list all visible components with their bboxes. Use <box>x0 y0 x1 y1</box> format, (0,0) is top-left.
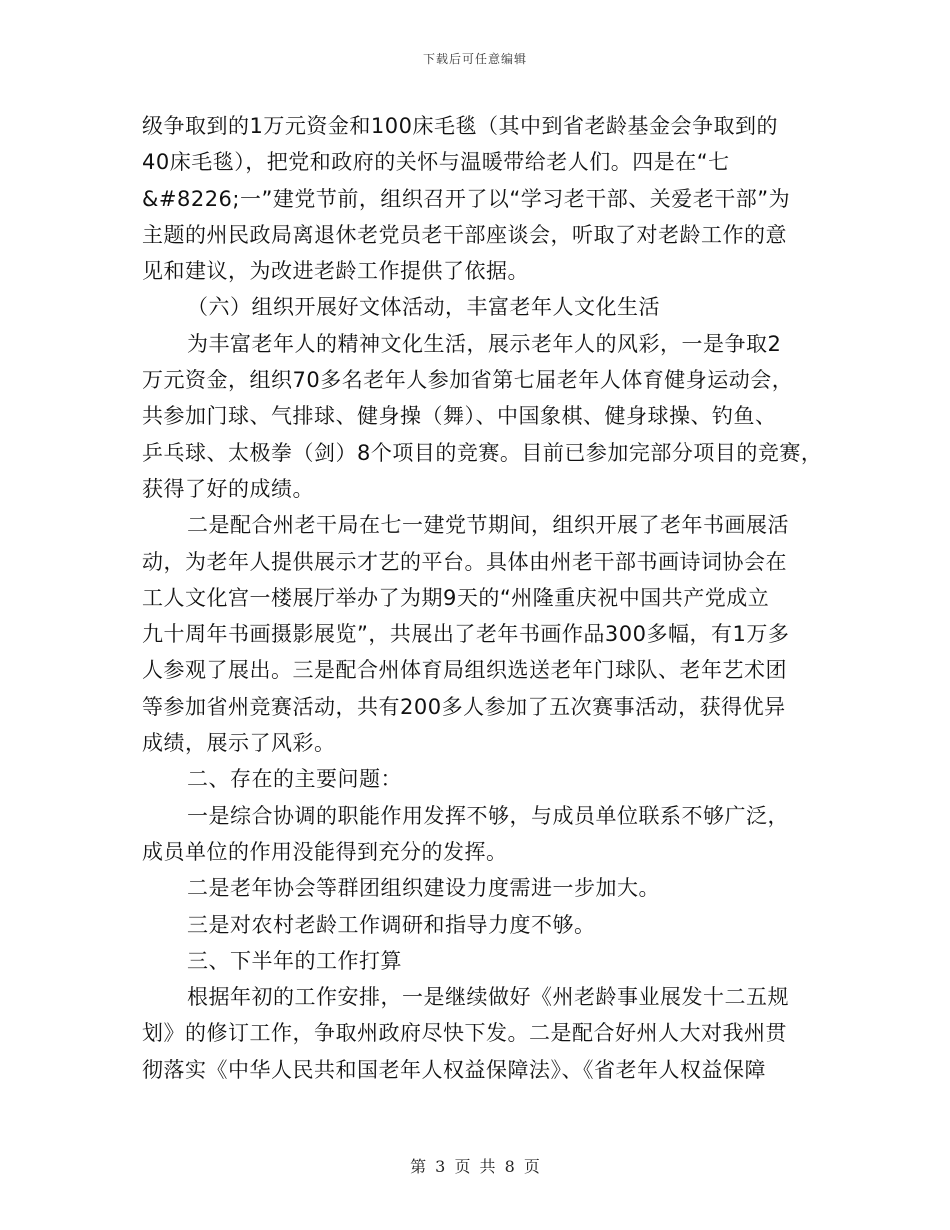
text-line: 40床毛毯），把党和政府的关怀与温暖带给老人们。四是在“七 <box>142 150 730 175</box>
text-line: 三、下半年的工作打算 <box>187 948 402 973</box>
text-line: 人参观了展出。三是配合州体育局组织选送老年门球队、老年艺术团 <box>142 658 787 683</box>
text-line: 二是配合州老干局在七一建党节期间，组织开展了老年书画展活 <box>187 513 789 538</box>
text-line: 九十周年书画摄影展览”，共展出了老年书画作品300多幅，有1万多 <box>142 622 790 647</box>
text-line: 二、存在的主要问题： <box>187 767 402 792</box>
text-line: 成员单位的作用没能得到充分的发挥。 <box>142 839 508 864</box>
text-line: 主题的州民政局离退休老党员老干部座谈会，听取了对老龄工作的意 <box>142 222 787 247</box>
text-line: 见和建议，为改进老龄工作提供了依据。 <box>142 259 529 284</box>
text-line: 获得了好的成绩。 <box>142 476 314 501</box>
text-line: 万元资金，组织70多名老年人参加省第七届老年人体育健身运动会， <box>142 368 794 393</box>
text-line: 乒乓球、太极拳（剑）8个项目的竞赛。目前已参加完部分项目的竞赛， <box>142 440 823 465</box>
page-header: 下载后可任意编辑 <box>422 52 527 66</box>
text-line: 共参加门球、气排球、健身操（舞）、中国象棋、健身球操、钓鱼、 <box>142 404 777 429</box>
text-line: 划》的修订工作，争取州政府尽快下发。二是配合好州人大对我州贯 <box>142 1021 787 1046</box>
text-line: 级争取到的1万元资金和100床毛毯（其中到省老龄基金会争取到的 <box>142 114 778 138</box>
text-line: 等参加省州竞赛活动，共有200多人参加了五次赛事活动，获得优异 <box>142 694 786 719</box>
text-line: 工人文化宫一楼展厅举办了为期9天的“州隆重庆祝中国共产党成立 <box>142 585 770 610</box>
page-footer: 第 3 页 共 8 页 <box>410 1157 540 1176</box>
text-line: 三是对农村老龄工作调研和指导力度不够。 <box>187 912 596 937</box>
text-line: 成绩，展示了风彩。 <box>142 731 336 756</box>
text-line: 一是综合协调的职能作用发挥不够，与成员单位联系不够广泛， <box>187 803 789 828</box>
document-body <box>142 108 822 1088</box>
text-line: 彻落实《中华人民共和国老年人权益保障法》、《省老年人权益保障 <box>142 1057 766 1082</box>
text-line: 动，为老年人提供展示才艺的平台。具体由州老干部书画诗词协会在 <box>142 549 787 574</box>
text-line: &#8226;一”建党节前，组织召开了以“学习老干部、关爱老干部”为 <box>142 186 791 211</box>
text-line: （六）组织开展好文体活动，丰富老年人文化生活 <box>187 295 660 320</box>
text-line: 为丰富老年人的精神文化生活，展示老年人的风彩，一是争取2 <box>187 331 782 356</box>
text-line: 二是老年协会等群团组织建设力度需进一步加大。 <box>187 876 660 901</box>
text-line: 根据年初的工作安排，一是继续做好《州老龄事业展发十二五规 <box>187 985 789 1010</box>
